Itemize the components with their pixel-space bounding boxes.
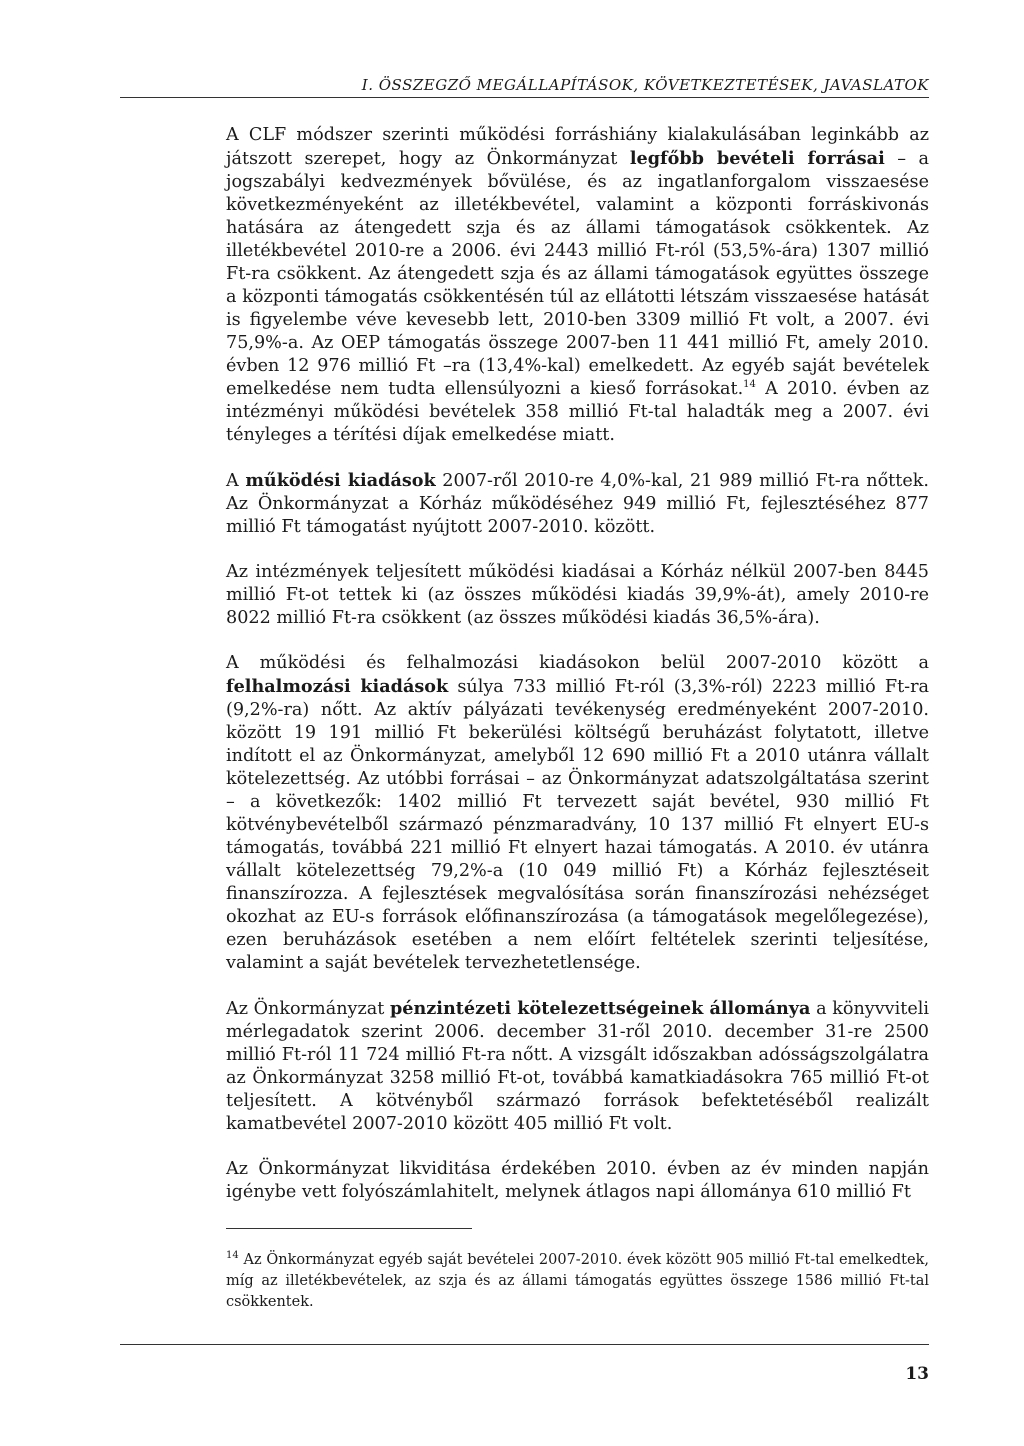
page-number: 13 — [905, 1364, 929, 1384]
footer-divider — [120, 1344, 929, 1345]
paragraph-liquidity: Az Önkormányzat likviditása érdekében 2010. évben az év minden napján igénybe vett folyószámlahitelt, melynek átlagos napi állománya 610 millió Ft — [226, 1159, 929, 1202]
paragraph-revenue-shortfall: A CLF módszer szerinti működési forráshiány kialakulásában leginkább az játszott szerepet, hogy az Önkormányzat legfőbb bevételi forrásai – a jogszabályi kedvezmények bővülése, és az ingatlanforgalom visszaesése következményeként az illetékbevétel, valamint a központi forráskivonás hatására az átengedett szja és az állami támogatások csökkentek. Az illetékbevétel 2010-re a 2006. évi 2443 millió Ft-ról (53,5%-ára) 1307 millió Ft-ra csökkent. Az átengedett szja és az állami támogatások együttes összege a központi támogatás csökkentésén túl az ellátotti létszám visszaesése hatását is figyelembe véve kevesebb lett, 2010-ben 3309 millió Ft volt, a 2007. évi 75,9%-a. Az OEP támogatás összege 2007-ben 11 441 millió Ft, amely 2010. évben 12 976 millió Ft –ra (13,4%-kal) emelkedett. Az egyéb saját bevételek emelkedése nem tudta ellensúlyozni a kieső forrásokat.$^{14}$ A 2010. évben az intézményi működési bevételek 358 millió Ft-tal haladták meg a 2007. évi tényleges a térítési díjak emelkedése miatt. — [226, 125, 929, 445]
bold-term: pénzintézeti kötelezettségeinek állománya — [390, 998, 811, 1019]
paragraph-institution-expenses: Az intézmények teljesített működési kiadásai a Kórház nélkül 2007-ben 8445 millió Ft-ot tettek ki (az összes működési kiadás 39,9%-át), amely 2010-re 8022 millió Ft-ra csökkent (az összes működési kiadás 36,5%-ára). — [226, 562, 929, 628]
paragraph-operating-expenses: A működési kiadások 2007-ről 2010-re 4,0%-kal, 21 989 millió Ft-ra nőttek. Az Önkormányzat a Kórház működéséhez 949 millió Ft, fejlesztéséhez 877 millió Ft támogatást nyújtott 2007-2010. között. — [226, 470, 929, 537]
footnote-number: 14 — [226, 1250, 239, 1262]
bold-term: legfőbb bevételi forrásai — [629, 148, 885, 169]
body-text — [226, 124, 929, 1226]
bold-term: felhalmozási kiadások — [226, 676, 449, 697]
running-header: I. ÖSSZEGZŐ MEGÁLLAPÍTÁSOK, KÖVETKEZTETÉSEK, JAVASLATOK — [120, 76, 929, 98]
paragraph-capital-expenses: A működési és felhalmozási kiadásokon belül 2007-2010 között a felhalmozási kiadások súlya 733 millió Ft-ról (3,3%-ról) 2223 millió Ft-ra (9,2%-ra) nőtt. Az aktív pályázati tevékenység eredményeként 2007-2010. között 19 191 millió Ft bekerülési költségű beruházást folytatott, illetve indított el az Önkormányzat, amelyből 12 690 millió Ft a 2010 utánra vállalt kötelezettség. Az utóbbi forrásai – az Önkormányzat adatszolgáltatása szerint – a következők: 1402 millió Ft tervezett saját bevétel, 930 millió Ft kötvénybevételből származó pénzmaradvány, 10 137 millió Ft elnyert EU-s támogatás, továbbá 221 millió Ft elnyert hazai támogatás. A 2010. év utánra vállalt kötelezettség 79,2%-a (10 049 millió Ft) a Kórház fejlesztéseit finanszírozza. A fejlesztések megvalósítása során finanszírozási nehézséget okozhat az EU-s források előfinanszírozása (a támogatások megelőlegezése), ezen beruházások esetében a nem előírt feltételek szerinti teljesítése, valamint a saját bevételek tervezhetetlensége. — [226, 653, 929, 973]
footnote-divider — [226, 1228, 472, 1229]
paragraph-liabilities: Az Önkormányzat pénzintézeti kötelezettségeinek állománya a könyvviteli mérlegadatok szerint 2006. december 31-ről 2010. december 31-re 2500 millió Ft-ról 11 724 millió Ft-ra nőtt. A vizsgált időszakban adósságszolgálatra az Önkormányzat 3258 millió Ft-ot, továbbá kamatkiadásokra 765 millió Ft-ot teljesített. A kötvényből származó források befektetéséből realizált kamatbevétel 2007-2010 között 405 millió Ft volt. — [226, 998, 929, 1134]
footnote-ref[interactable]: 14 — [743, 379, 756, 391]
footnote: $^{14}$ Az Önkormányzat egyéb saját bevételei 2007-2010. évek között 905 millió Ft-tal emelkedtek, míg az illetékbevételek, az szja és az állami támogatás együttes összege 1586 millió Ft-tal csökkentek. — [226, 1250, 929, 1310]
bold-term: működési kiadások — [245, 470, 436, 491]
